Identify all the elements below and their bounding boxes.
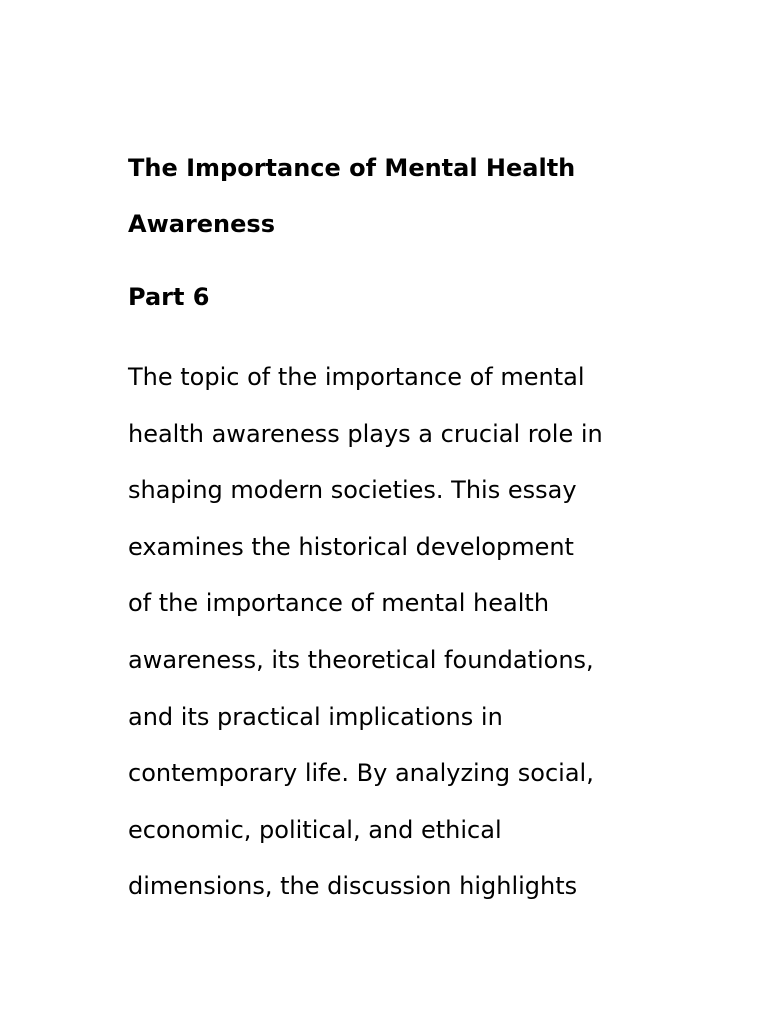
title-line: Awareness (128, 210, 275, 238)
body-paragraph (128, 349, 688, 915)
document-title (128, 140, 668, 252)
body-line: health awareness plays a crucial role in (128, 419, 603, 448)
part-heading: Part 6 (128, 283, 210, 311)
body-line: examines the historical development (128, 532, 574, 561)
body-line: of the importance of mental health (128, 589, 550, 618)
body-line: awareness, its theoretical foundations, (128, 645, 594, 674)
title-line: The Importance of Mental Health (128, 154, 576, 182)
body-line: shaping modern societies. This essay (128, 476, 577, 505)
body-line: contemporary life. By analyzing social, (128, 759, 594, 788)
body-line: The topic of the importance of mental (128, 363, 585, 391)
body-line: dimensions, the discussion highlights (128, 872, 578, 901)
body-line: and its practical implications in (128, 702, 503, 731)
body-line: economic, political, and ethical (128, 815, 502, 844)
